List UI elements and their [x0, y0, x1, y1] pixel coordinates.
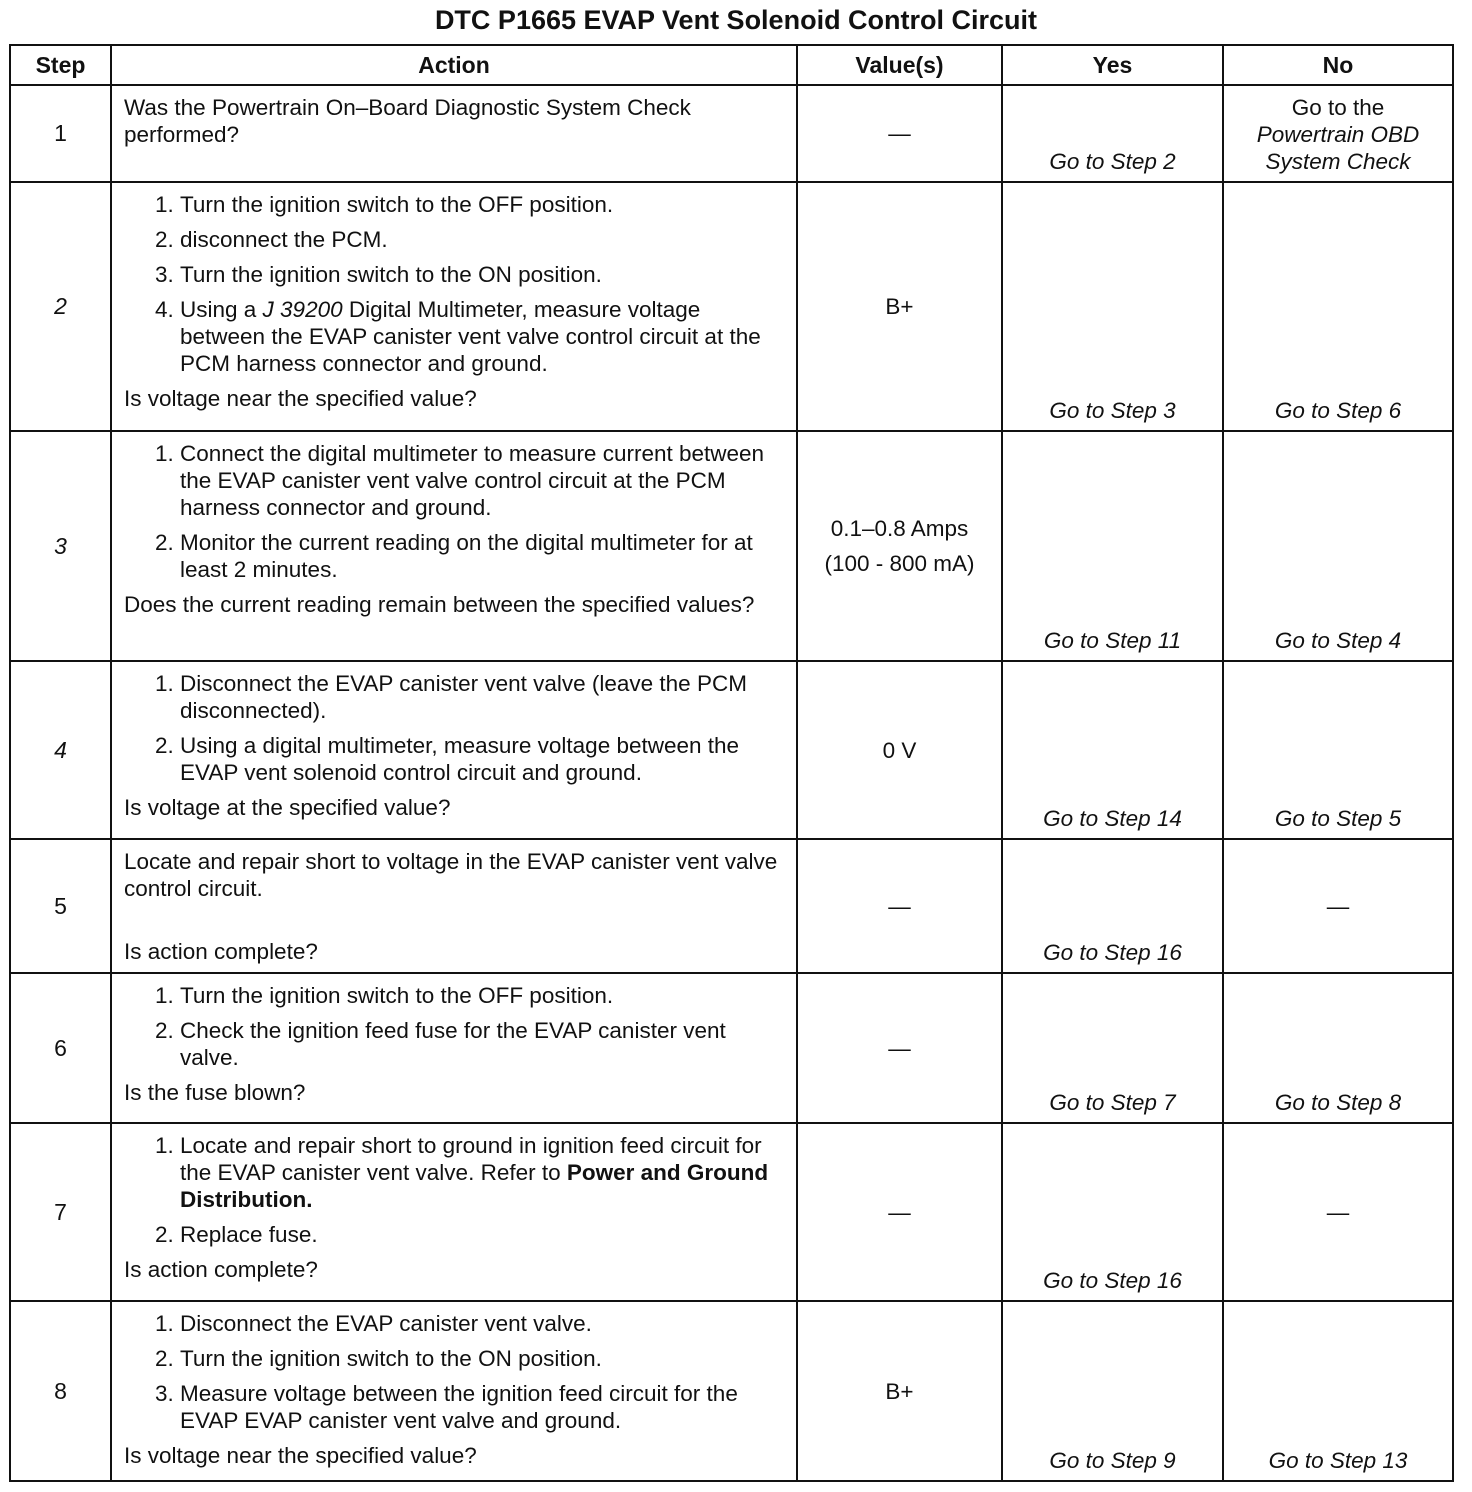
action-item	[180, 296, 782, 377]
table-row	[10, 1301, 1453, 1481]
value-cell: —	[797, 1123, 1002, 1301]
yes-cell: Go to Step 3	[1002, 182, 1223, 431]
table-row	[10, 839, 1453, 973]
action-cell	[111, 1301, 797, 1481]
action-list	[124, 1132, 782, 1248]
step-number: 1	[10, 85, 111, 182]
action-question: Is action complete?	[124, 1257, 318, 1282]
yes-cell: Go to Step 16	[1002, 1123, 1223, 1301]
value-cell: —	[797, 973, 1002, 1123]
action-item: 2. Check the ignition feed fuse for the EVAP canister vent valve.	[180, 1017, 782, 1071]
action-cell	[111, 839, 797, 973]
action-item: 3. Measure voltage between the ignition feed circuit for the EVAP EVAP canister vent valve and ground.	[180, 1380, 782, 1434]
value-cell	[797, 431, 1002, 661]
no-cell: —	[1223, 1123, 1453, 1301]
table-row	[10, 431, 1453, 661]
action-item: 2. Monitor the current reading on the digital multimeter for at least 2 minutes.	[180, 529, 782, 583]
yes-cell: Go to Step 9	[1002, 1301, 1223, 1481]
no-reference: Powertrain OBD System Check	[1256, 122, 1420, 174]
action-text: Digital Multimeter, measure voltage between the EVAP canister vent valve control circuit at the PCM harness connector and ground.	[180, 297, 761, 376]
action-item: 2. Turn the ignition switch to the ON position.	[180, 1345, 782, 1372]
action-item: 1. Connect the digital multimeter to measure current between the EVAP canister vent valve control circuit at the PCM harness connector and ground.	[180, 440, 782, 521]
step-number: 5	[10, 839, 111, 973]
table-row	[10, 182, 1453, 431]
value-cell: B+	[797, 182, 1002, 431]
value-line: (100 - 800 mA)	[824, 551, 975, 576]
action-cell	[111, 85, 797, 182]
action-list	[124, 982, 782, 1071]
step-number: 3	[10, 431, 111, 661]
tool-reference: J 39200	[262, 297, 343, 322]
step-number: 8	[10, 1301, 111, 1481]
no-cell: Go to Step 4	[1223, 431, 1453, 661]
action-item	[180, 1132, 782, 1213]
no-cell: Go to Step 8	[1223, 973, 1453, 1123]
step-number: 7	[10, 1123, 111, 1301]
page-title: DTC P1665 EVAP Vent Solenoid Control Circuit	[434, 5, 1038, 35]
yes-cell: Go to Step 14	[1002, 661, 1223, 839]
action-item: 1. Disconnect the EVAP canister vent valve.	[180, 1310, 782, 1337]
yes-cell: Go to Step 7	[1002, 973, 1223, 1123]
action-text: Was the Powertrain On–Board Diagnostic System Check performed?	[124, 95, 691, 147]
no-cell: —	[1223, 839, 1453, 973]
value-cell: —	[797, 85, 1002, 182]
action-list	[124, 191, 782, 377]
no-cell: Go to Step 6	[1223, 182, 1453, 431]
table-row	[10, 661, 1453, 839]
action-question: Is action complete?	[124, 939, 318, 964]
header-action: Action	[111, 45, 797, 85]
table-row	[10, 85, 1453, 182]
step-number: 4	[10, 661, 111, 839]
action-cell	[111, 661, 797, 839]
table-row	[10, 973, 1453, 1123]
action-item: 1. Turn the ignition switch to the OFF position.	[180, 982, 782, 1009]
action-text: Using a	[180, 297, 263, 322]
action-list	[124, 670, 782, 786]
step-number: 2	[10, 182, 111, 431]
action-item: 3. Turn the ignition switch to the ON position.	[180, 261, 782, 288]
action-question: Does the current reading remain between the specified values?	[124, 592, 755, 617]
action-text: Locate and repair short to ground in ignition feed circuit for the EVAP canister vent valve. Refer to	[180, 1133, 762, 1185]
header-no: No	[1223, 45, 1453, 85]
table-row	[10, 1123, 1453, 1301]
action-text: Locate and repair short to voltage in the EVAP canister vent valve control circuit.	[124, 849, 778, 901]
action-cell	[111, 182, 797, 431]
action-list	[124, 1310, 782, 1434]
value-cell: B+	[797, 1301, 1002, 1481]
header-yes: Yes	[1002, 45, 1223, 85]
action-question: Is voltage near the specified value?	[124, 386, 477, 411]
diagnostic-table	[9, 44, 1454, 1482]
header-step: Step	[10, 45, 111, 85]
action-item: 2. Replace fuse.	[180, 1221, 782, 1248]
yes-cell: Go to Step 11	[1002, 431, 1223, 661]
no-text: Go to the	[1291, 95, 1385, 120]
yes-cell: Go to Step 2	[1002, 85, 1223, 182]
section-reference: Power and Ground Distribution.	[180, 1160, 769, 1212]
action-question: Is voltage near the specified value?	[124, 1443, 477, 1468]
step-number: 6	[10, 973, 111, 1123]
table-header-row	[10, 45, 1453, 85]
action-cell	[111, 1123, 797, 1301]
value-cell: —	[797, 839, 1002, 973]
value-cell: 0 V	[797, 661, 1002, 839]
header-values: Value(s)	[797, 45, 1002, 85]
action-item: 2. Using a digital multimeter, measure voltage between the EVAP vent solenoid control circuit and ground.	[180, 732, 782, 786]
action-list	[124, 440, 782, 583]
yes-cell: Go to Step 16	[1002, 839, 1223, 973]
no-cell: Go to Step 5	[1223, 661, 1453, 839]
action-cell	[111, 973, 797, 1123]
no-cell	[1223, 85, 1453, 182]
action-item: 1. Disconnect the EVAP canister vent valve (leave the PCM disconnected).	[180, 670, 782, 724]
action-cell	[111, 431, 797, 661]
action-item: 2. disconnect the PCM.	[180, 226, 782, 253]
action-question: Is the fuse blown?	[124, 1080, 306, 1105]
action-item: 1. Turn the ignition switch to the OFF position.	[180, 191, 782, 218]
no-cell: Go to Step 13	[1223, 1301, 1453, 1481]
value-line: 0.1–0.8 Amps	[830, 516, 969, 541]
action-question: Is voltage at the specified value?	[124, 795, 451, 820]
